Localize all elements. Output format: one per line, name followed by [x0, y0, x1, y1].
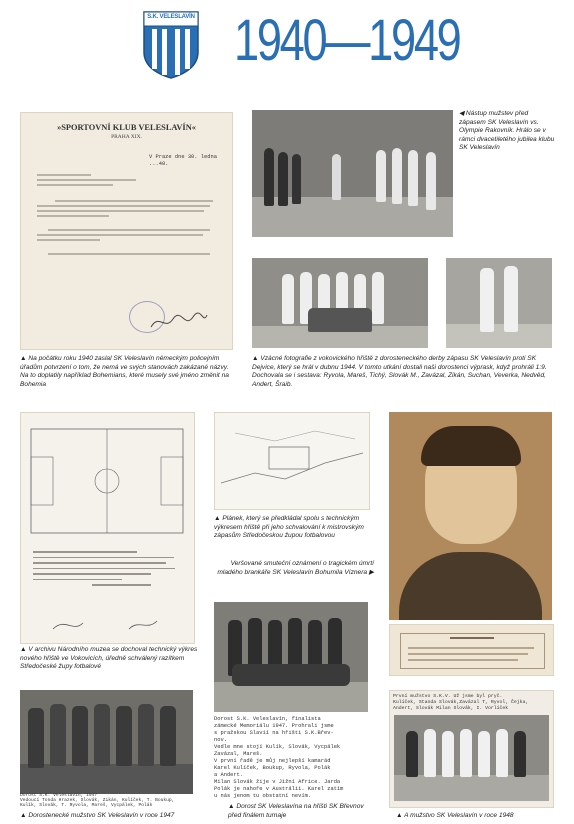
letter-letterhead: »SPORTOVNÍ KLUB VELESLAVÍN« — [57, 123, 196, 132]
brevnov-typed-note: Dorost S.K. Veleslavín, finalista zámecké Memoriálu 1947. Prohrali jsme s pražskou Slavií na hřišti S.K.Břev- nov. Vedle mne stojí Kulík, Slovák, Vycpálek Zavázal, Mareš. V první řadě je můj nejlepší kamarád Karel Kulíček, Boukup, Ryvola, Polák a Andert. Milan Slovák žije v Jižní Africe. Jarda Polák je nahoře v Austrálii. Karel zatím u nás jenom tu obstatní nevím. — [214, 716, 344, 799]
letter-body-lines — [37, 171, 217, 258]
caption-archive: ▲ V archivu Národního muzea se dochoval technický výkres nového hřiště ve Vokovicích, úředně schválený razítkem Středočeské župy fotbalové — [20, 646, 198, 671]
caption-marker-icon: ▲ — [20, 355, 29, 362]
caption-plan: ▲ Plánek, který se předkládal spolu s technickým výkresem hřiště při jeho schvalování k mistrovským zápasům Středočeskou župou fotbalovou — [214, 515, 364, 540]
caption-marker-icon: ▲ — [228, 803, 237, 810]
photo-brevnov-team — [214, 602, 368, 712]
letter-address: PRAHA XIX. — [111, 134, 142, 140]
technical-drawing — [20, 412, 195, 644]
youth-1947-typed-note: Dorost S.K. Veleslavín, 1947 Vedoucí Tonda Hrazek, Slovák, Zikán, Kulíček, T. Boukup, Kulík, Slovák, T. Ryvola, Mareš, Vycpálek, Polák — [20, 793, 175, 809]
caption-letter: ▲ Na počátku roku 1940 zaslal SK Veleslavín německým policejním úřadům potvrzení o tom, že nemá ve svých stanovách zakázané názvy. Na to doplatily například Bohemians, které musely své jméno změnit na Bohemia — [20, 355, 229, 388]
caption-team-lineup: ◀ Nástup mužstev před zápasem SK Veleslavín vs. Olympie Rakovník. Hrálo se v rámci dvacetiletého jubilea klubu SK Veleslavín — [459, 110, 555, 152]
caption-marker-icon: ▲ — [20, 646, 29, 653]
photo-youth-1947 — [20, 690, 193, 794]
letter-date: V Praze dne 30. ledna ...40. — [149, 154, 221, 167]
team-1948-card — [389, 690, 554, 808]
field-plan — [214, 412, 370, 510]
caption-marker-icon: ▲ — [20, 812, 29, 819]
photo-portrait — [389, 412, 552, 620]
badge-text: S.K. VELESLAVÍN — [147, 14, 195, 20]
drawing-signature — [51, 613, 171, 635]
letter-document — [20, 112, 233, 350]
page-title: 1940—1949 — [234, 8, 460, 73]
caption-marker-icon: ▲ — [214, 515, 223, 522]
caption-team-1948: ▲ A mužstvo SK Veleslavín v roce 1948 — [396, 812, 514, 819]
caption-obituary: Veršované smuteční oznámení o tragickém úmrtí mladého brankáře SK Veleslavín Bohumila Víznera ▶ — [217, 560, 374, 576]
obituary-notice — [389, 624, 554, 676]
caption-marker-icon: ▲ — [252, 355, 261, 362]
photo-derby-pair — [446, 258, 552, 348]
caption-marker-icon: ▲ — [396, 812, 405, 819]
photo-team-1948 — [394, 715, 549, 801]
caption-marker-right-icon: ▶ — [367, 568, 374, 576]
caption-youth-1947: ▲ Dorostenecké mužstvo SK Veleslavín v roce 1947 — [20, 812, 175, 819]
letter-signature — [149, 309, 209, 333]
club-badge — [141, 10, 201, 80]
caption-marker-left-icon: ◀ — [459, 110, 466, 117]
drawing-text-lines — [33, 547, 181, 590]
photo-derby-team — [252, 258, 428, 348]
caption-brevnov: ▲ Dorost SK Veleslavína na hřišti SK Břevnov před finálem turnaje — [228, 803, 364, 819]
photo-team-lineup — [252, 110, 453, 237]
team-1948-typed-note: První mužstvo S.K.V. Už jsme byl pryč. Kulíček, Standa Slovák,Zavázal T, Ryvol, Čejka, Andert, Slovák Milan Slovák, I. Vorlíček — [393, 694, 529, 711]
caption-derby: ▲ Vzácné fotografie z vokovického hřiště z dorosteneckého derby zápasu SK Veleslavín proti SK Dejvice, který se hrál v dubnu 1944. V tomto utkání dostali naši dorostenci výprask, když prohráli 1:9. Dochovala se i sestava: Ryvola, Mareš, Tichý, Slovák M., Zavázal, Zikán, Suchan, Veverka, Nedvěd, Andert, Šraib. — [252, 355, 547, 388]
